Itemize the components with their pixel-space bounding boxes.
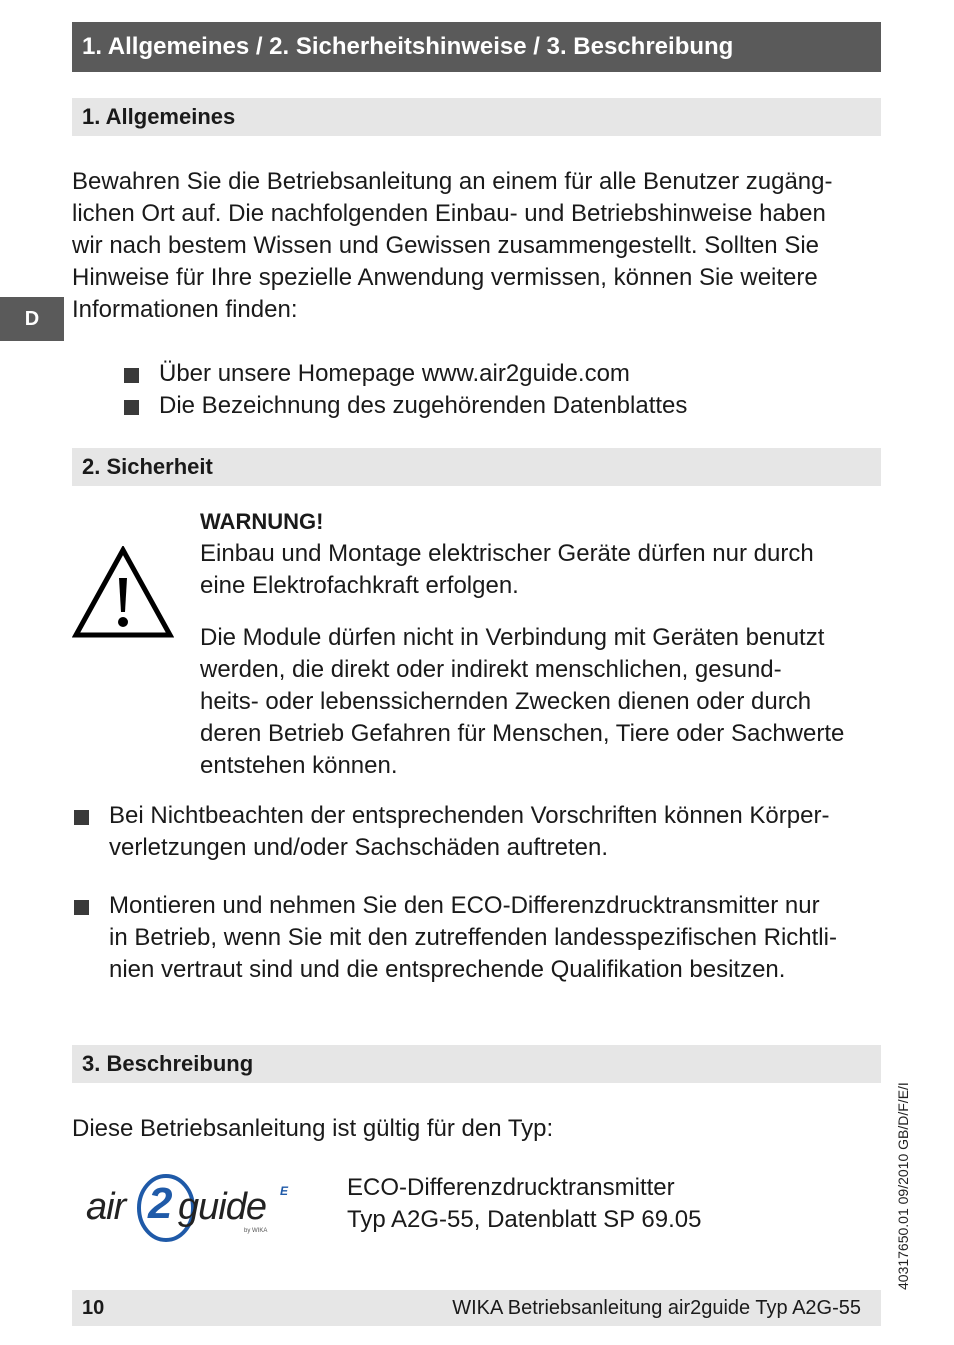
text-line: deren Betrieb Gefahren für Menschen, Tiere oder Sachwerte [200, 720, 845, 747]
logo-text-2: 2 [148, 1179, 173, 1228]
bullet-square-icon [124, 400, 139, 415]
section1-paragraph [72, 166, 884, 326]
warning-title: WARNUNG! [200, 509, 324, 534]
section-title-allgemeines: 1. Allgemeines [72, 98, 881, 136]
page-footer [72, 1290, 881, 1326]
section3-intro: Diese Betriebsanleitung ist gültig für den Typ: [72, 1115, 554, 1142]
section-title-beschreibung: 3. Beschreibung [72, 1045, 881, 1083]
footer-title: WIKA Betriebsanleitung air2guide Typ A2G-55 [452, 1297, 861, 1319]
text-line: entstehen können. [200, 752, 398, 779]
logo-text-guide: guide [178, 1186, 266, 1228]
air2guide-logo [84, 1172, 294, 1246]
text-line: Die Module dürfen nicht in Verbindung mit Geräten benutzt [200, 624, 825, 651]
text-line: eine Elektrofachkraft erfolgen. [200, 572, 519, 599]
text-line: Bei Nichtbeachten der entsprechenden Vorschriften können Körper- [109, 802, 830, 829]
text-line: heits- oder lebenssichernden Zwecken dienen oder durch [200, 688, 812, 715]
page-number: 10 [82, 1297, 105, 1319]
text-line: in Betrieb, wenn Sie mit den zutreffenden landesspezifischen Richtli- [109, 924, 837, 951]
product-description [347, 1172, 701, 1236]
text-line: werden, die direkt oder indirekt menschlichen, gesund- [200, 656, 782, 683]
bullet-square-icon [74, 900, 89, 915]
text-line: nien vertraut sind und die entsprechende Qualifikation besitzen. [109, 956, 786, 983]
language-tab: D [0, 297, 64, 341]
product-type: Typ A2G-55, Datenblatt SP 69.05 [347, 1206, 702, 1233]
text-line: verletzungen und/oder Sachschäden auftreten. [109, 834, 609, 861]
warning-paragraph-1 [200, 538, 890, 602]
logo-text-e: E [280, 1184, 289, 1198]
text-line: Einbau und Montage elektrischer Geräte dürfen nur durch [200, 540, 814, 567]
section-title-sicherheit: 2. Sicherheit [72, 448, 881, 486]
list-item [109, 890, 889, 986]
text-line: Bewahren Sie die Betriebsanleitung an einem für alle Benutzer zugäng- [72, 168, 833, 195]
text-line: Montieren und nehmen Sie den ECO-Differenzdrucktransmitter nur [109, 892, 820, 919]
text-line: lichen Ort auf. Die nachfolgenden Einbau- und Betriebshinweise haben [72, 200, 826, 227]
bullet-square-icon [124, 368, 139, 383]
logo-text-air: air [86, 1186, 126, 1228]
document-code: 40317650.01 09/2010 GB/D/F/E/I [895, 1082, 911, 1290]
page-header: 1. Allgemeines / 2. Sicherheitshinweise / 3. Beschreibung [72, 22, 881, 72]
warning-triangle-icon [72, 546, 174, 640]
text-line: Hinweise für Ihre spezielle Anwendung vermissen, können Sie weitere [72, 264, 818, 291]
bullet-square-icon [74, 810, 89, 825]
logo-text-by: by WIKA [244, 1228, 268, 1234]
product-name: ECO-Differenzdrucktransmitter [347, 1174, 675, 1201]
list-item: Die Bezeichnung des zugehörenden Datenblattes [159, 392, 688, 419]
text-line: Informationen finden: [72, 296, 298, 323]
text-line: wir nach bestem Wissen und Gewissen zusammengestellt. Sollten Sie [72, 232, 819, 259]
warning-paragraph-2 [200, 622, 890, 782]
list-item: Über unsere Homepage www.air2guide.com [159, 360, 630, 387]
list-item [109, 800, 889, 864]
